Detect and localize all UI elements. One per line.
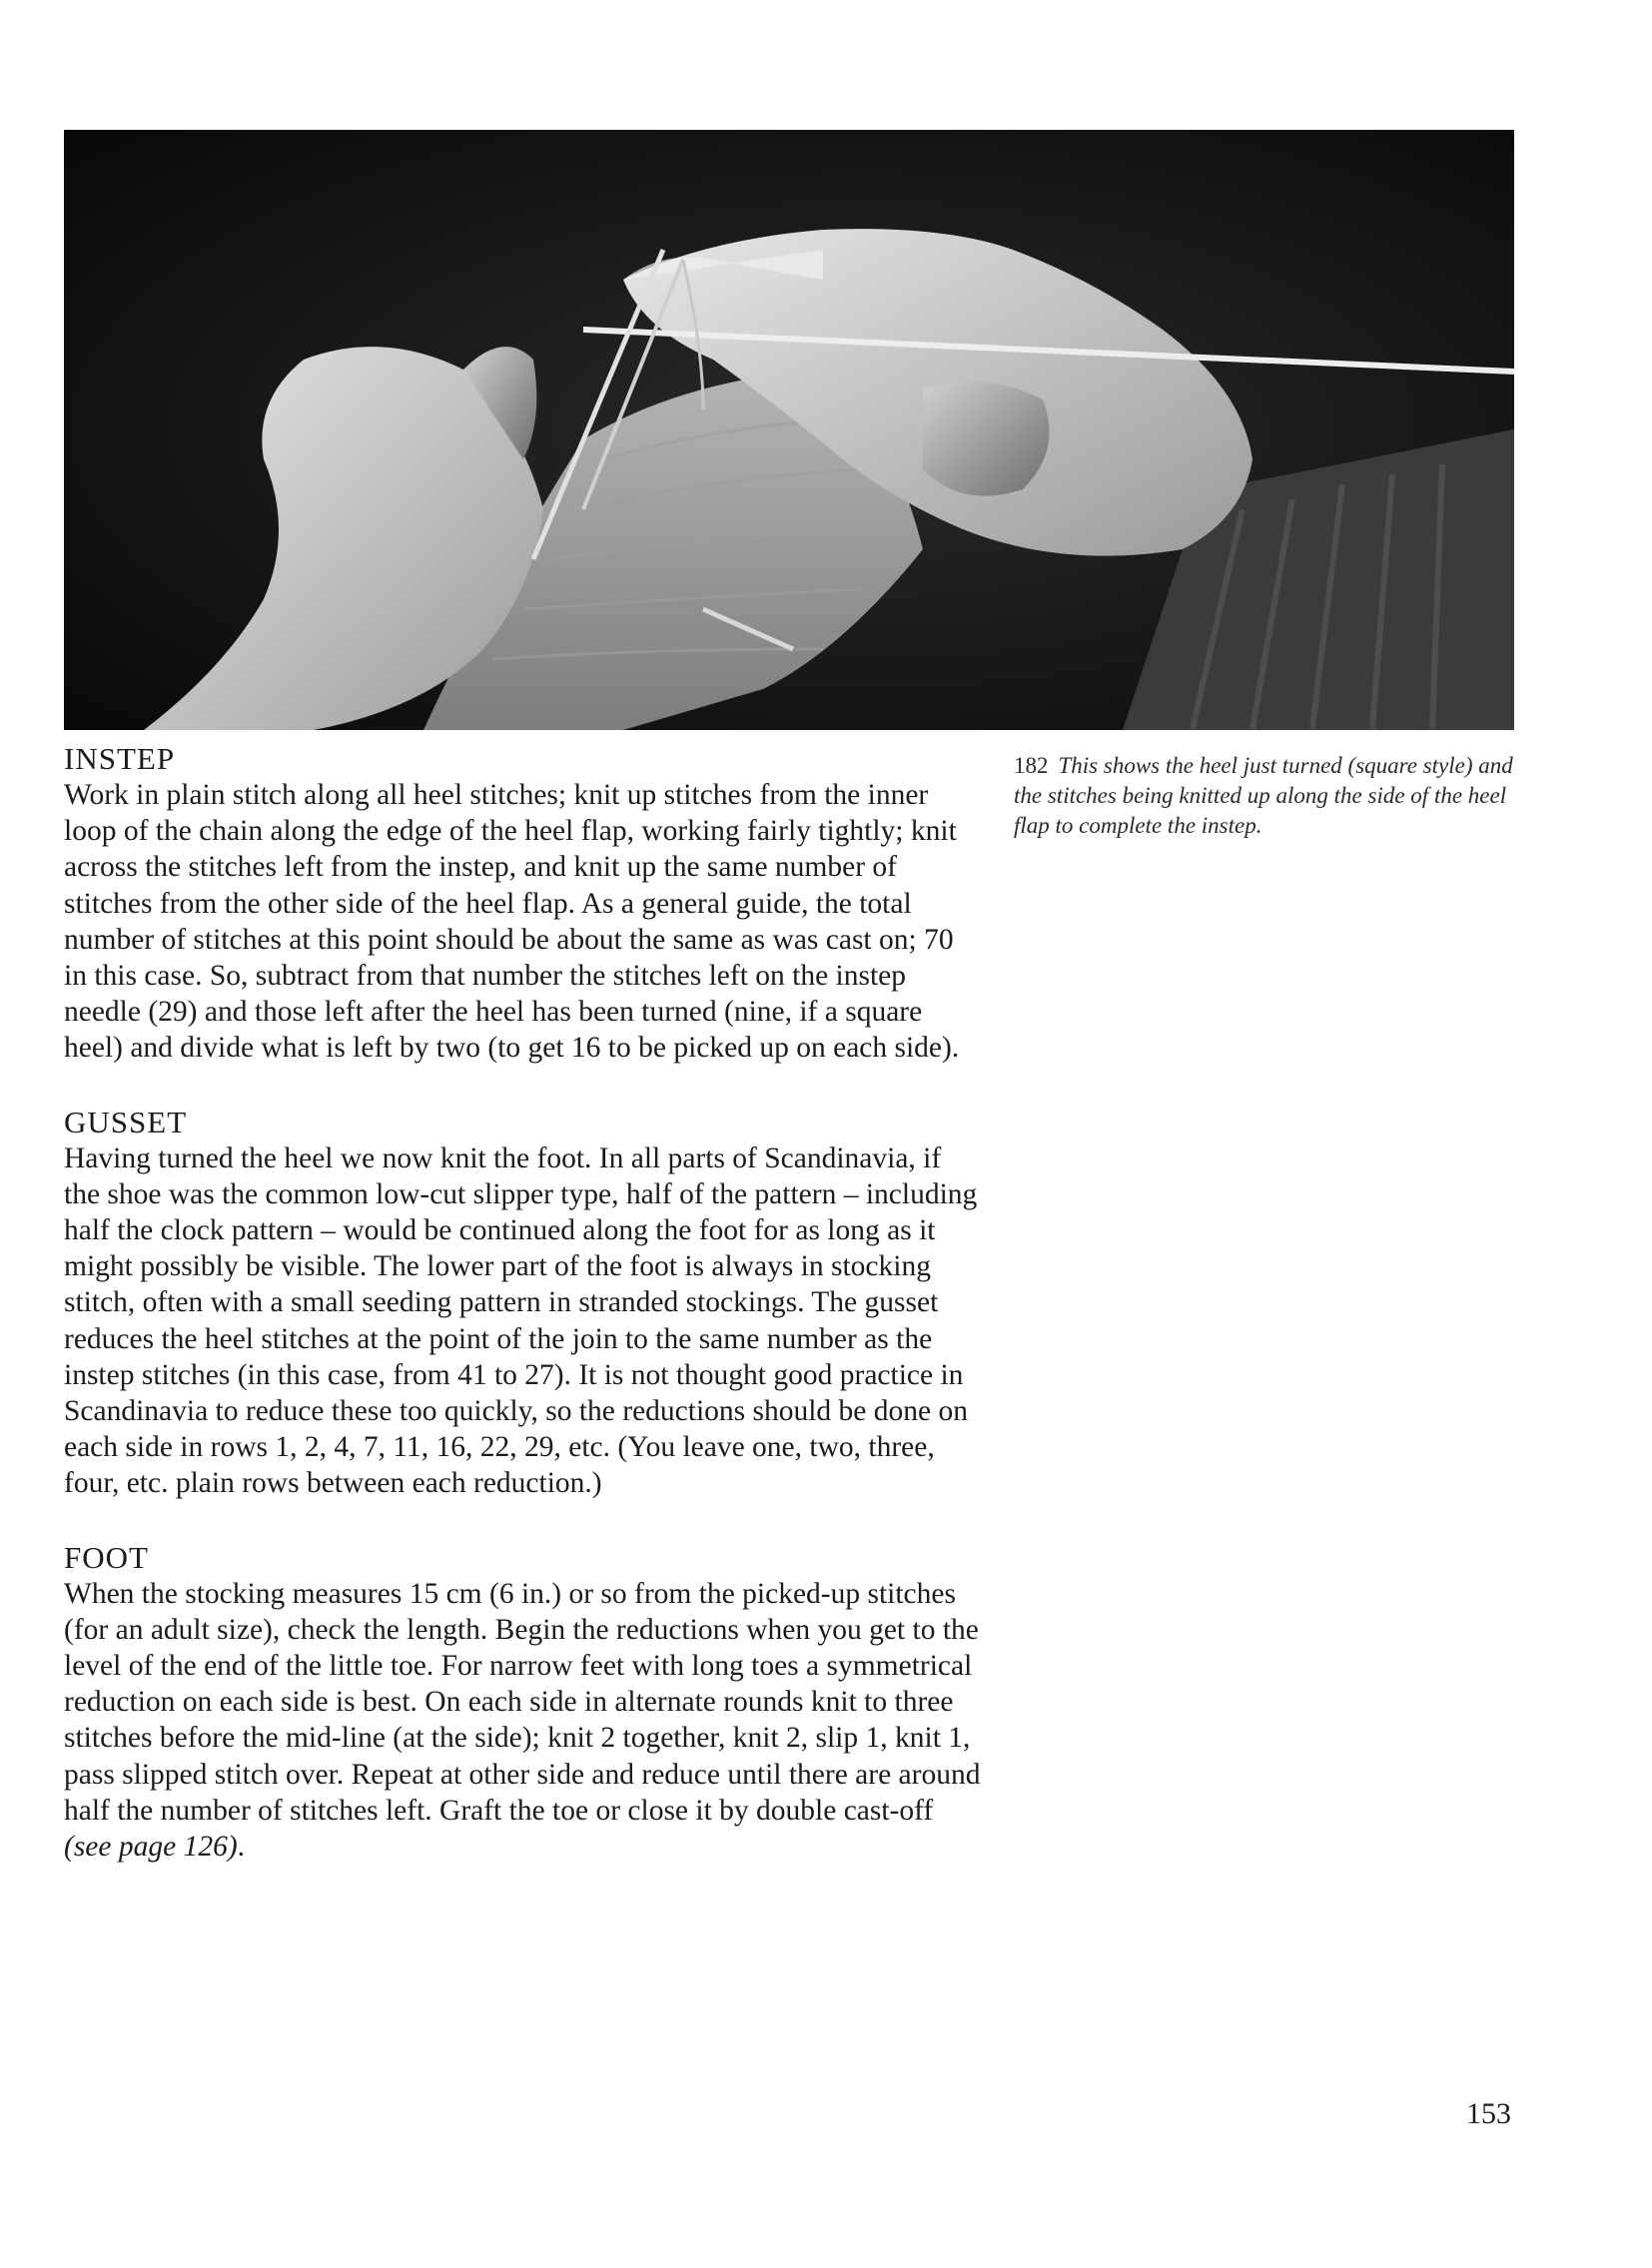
paragraph-text: When the stocking measures 15 cm (6 in.) or so from the picked-up stitches (for an adult size), check the length. Begin the reductions when you get to the level of the end of the little toe. For narrow feet with long toes a symmetrical reduction on each side is best. On each side in alternate rounds knit to three stitches before the mid-line (at the side); knit 2 together, knit 2, slip 1, knit 1, pass slipped stitch over. Repeat at other side and reduce until there are around half the number of stitches left. Graft the toe or close it by double cast-off xyxy=(64,1577,981,1827)
figure-caption-text: This shows the heel just turned (square style) and the stitches being knitted up along the side of the heel flap to complete the instep. xyxy=(1014,753,1513,838)
section-gusset xyxy=(64,1105,983,1502)
section-paragraph: Having turned the heel we now knit the foot. In all parts of Scandinavia, if the shoe was the common low-cut slipper type, half of the pattern – including half the clock pattern – would be continued along the foot for as long as it might possibly be visible. The lower part of the foot is always in stocking stitch, often with a small seeding pattern in stranded stockings. The gusset reduces the heel stitches at the point of the join to the same number as the instep stitches (in this case, from 41 to 27). It is not thought good practice in Scandinavia to reduce these too quickly, so the reductions should be done on each side in rows 1, 2, 4, 7, 11, 16, 22, 29, etc. (You leave one, two, three, four, etc. plain rows between each reduction.) xyxy=(64,1141,978,1500)
figure-number: 182 xyxy=(1014,753,1049,778)
section-paragraph xyxy=(64,1576,983,1866)
hands-knitting-illustration xyxy=(64,130,1514,730)
page-reference: (see page 126) xyxy=(64,1831,238,1864)
figure-caption xyxy=(1014,751,1513,841)
section-instep xyxy=(64,741,983,1067)
section-paragraph: Work in plain stitch along all heel stitches; knit up stitches from the inner loop of the chain along the edge of the heel flap, working fairly tightly; knit across the stitches left from the instep, and knit up the same number of stitches from the other side of the heel flap. As a general guide, the total number of stitches at this point should be about the same as was cast on; 70 in this case. So, subtract from that number the stitches left on the instep needle (29) and those left after the heel has been turned (nine, if a square heel) and divide what is left by two (to get 16 to be picked up on each side). xyxy=(64,779,960,1065)
page-number: 153 xyxy=(1466,2097,1511,2130)
paragraph-end: . xyxy=(237,1831,246,1864)
section-heading: INSTEP xyxy=(64,741,176,776)
section-foot xyxy=(64,1540,983,1866)
section-heading: FOOT xyxy=(64,1539,149,1575)
knitting-photo xyxy=(64,130,1514,730)
section-heading: GUSSET xyxy=(64,1104,188,1139)
body-text xyxy=(64,741,983,1865)
